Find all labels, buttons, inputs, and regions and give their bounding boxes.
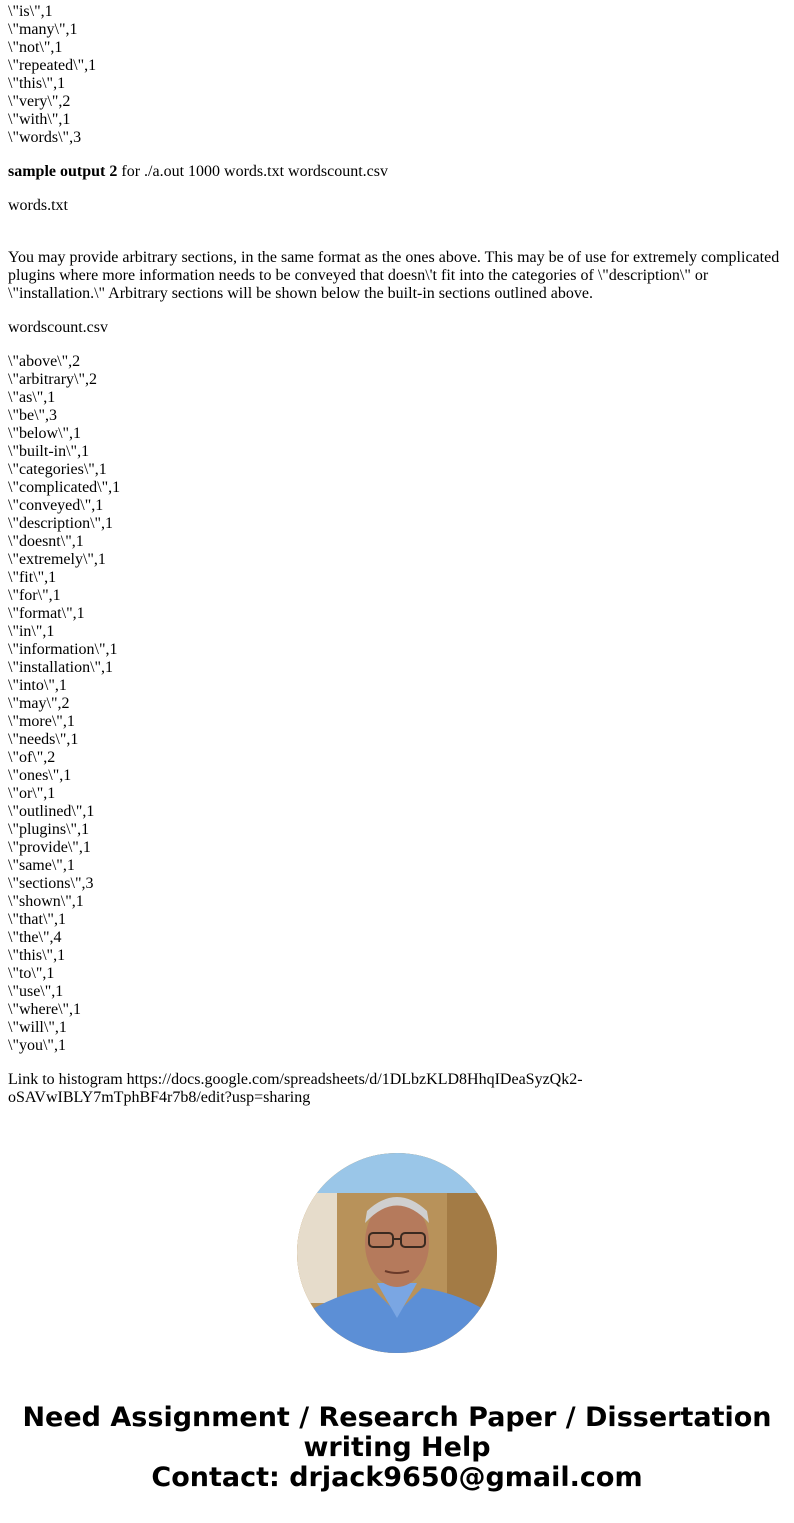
csv-row: \"use\",1 [8, 983, 64, 1000]
csv-row: \"complicated\",1 [8, 479, 121, 496]
csv-row: \"ones\",1 [8, 767, 72, 784]
heading-rest: for ./a.out 1000 words.txt wordscount.csv [117, 163, 388, 180]
csv-row: \"very\",2 [8, 93, 71, 110]
sample-output-1-list [8, 3, 788, 147]
csv-row: \"below\",1 [8, 425, 82, 442]
author-photo [297, 1153, 497, 1353]
csv-row: \"for\",1 [8, 587, 61, 604]
csv-row: \"information\",1 [8, 641, 118, 658]
csv-row: \"arbitrary\",2 [8, 371, 98, 388]
histogram-link[interactable]: Link to histogram https://docs.google.com/spreadsheets/d/1DLbzKLD8HhqIDeaSyzQk2-oSAVwIBLY7mTphBF4r7b8/edit?usp=sharing [8, 1071, 583, 1106]
csv-row: \"is\",1 [8, 3, 53, 20]
input-text: You may provide arbitrary sections, in the same format as the ones above. This may be of use for extremely complicated plugins where more information needs to be conveyed that doesn\'t fit into the categories of \"description\" or \"installation.\" Arbitrary sections will be shown below the built-in sections outlined above. [8, 249, 780, 302]
csv-row: \"format\",1 [8, 605, 85, 622]
csv-row: \"in\",1 [8, 623, 55, 640]
csv-row: \"repeated\",1 [8, 57, 97, 74]
csv-row: \"not\",1 [8, 39, 63, 56]
csv-row: \"same\",1 [8, 857, 75, 874]
output-filename: wordscount.csv [8, 319, 108, 336]
csv-row: \"or\",1 [8, 785, 56, 802]
csv-row: \"shown\",1 [8, 893, 84, 910]
sample-output-2-heading [8, 163, 788, 181]
csv-row: \"conveyed\",1 [8, 497, 104, 514]
footer-line-1: Need Assignment / Research Paper / Dissertation writing Help [22, 1402, 772, 1463]
csv-row: \"built-in\",1 [8, 443, 90, 460]
csv-row: \"categories\",1 [8, 461, 107, 478]
csv-row: \"the\",4 [8, 929, 62, 946]
csv-row: \"this\",1 [8, 947, 66, 964]
footer-line-2: Contact: drjack9650@gmail.com [151, 1462, 643, 1493]
csv-row: \"above\",2 [8, 353, 81, 370]
csv-row: \"where\",1 [8, 1001, 82, 1018]
csv-row: \"extremely\",1 [8, 551, 106, 568]
csv-row: \"installation\",1 [8, 659, 114, 676]
csv-row: \"that\",1 [8, 911, 66, 928]
csv-row: \"be\",3 [8, 407, 58, 424]
footer-banner [0, 1403, 794, 1493]
document-body [8, 3, 788, 1123]
csv-row: \"more\",1 [8, 713, 75, 730]
csv-row: \"may\",2 [8, 695, 70, 712]
sample-output-2-list [8, 353, 788, 1055]
csv-row: \"many\",1 [8, 21, 78, 38]
csv-row: \"of\",2 [8, 749, 56, 766]
heading-bold: sample output 2 [8, 163, 118, 180]
csv-row: \"as\",1 [8, 389, 56, 406]
input-filename: words.txt [8, 197, 68, 214]
csv-row: \"outlined\",1 [8, 803, 95, 820]
csv-row: \"with\",1 [8, 111, 71, 128]
csv-row: \"will\",1 [8, 1019, 67, 1036]
csv-row: \"words\",3 [8, 129, 82, 146]
csv-row: \"fit\",1 [8, 569, 57, 586]
csv-row: \"provide\",1 [8, 839, 91, 856]
csv-row: \"you\",1 [8, 1037, 66, 1054]
csv-row: \"doesnt\",1 [8, 533, 84, 550]
csv-row: \"this\",1 [8, 75, 66, 92]
csv-row: \"sections\",3 [8, 875, 94, 892]
csv-row: \"to\",1 [8, 965, 55, 982]
csv-row: \"into\",1 [8, 677, 67, 694]
csv-row: \"plugins\",1 [8, 821, 90, 838]
csv-row: \"needs\",1 [8, 731, 79, 748]
csv-row: \"description\",1 [8, 515, 114, 532]
